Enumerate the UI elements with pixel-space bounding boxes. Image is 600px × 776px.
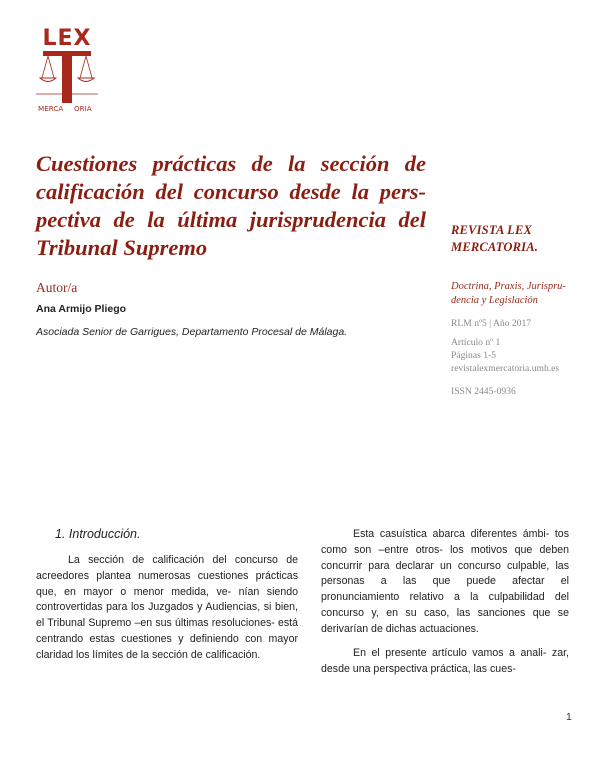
page-number: 1 — [566, 711, 572, 723]
page-range: Páginas 1-5 — [451, 350, 497, 361]
journal-issn: ISSN 2445-0936 — [451, 386, 516, 397]
lex-mercatoria-emblem — [34, 24, 100, 116]
logo-bottom-left: MERCA — [38, 104, 64, 113]
journal-name: REVISTA LEX MERCATORIA. — [451, 223, 539, 254]
body-paragraph-right-1: Esta casuística abarca diferentes ámbi- tos como son –entre otros- los motivos que deben concurrir para declarar un concurso culpable, las personas a las que puede afectar el pronunciamiento relativo a la culpabilidad del concurso y, en su caso, las sanciones que se derivarían de dichas actuaciones. — [321, 528, 569, 635]
journal-subtitle: Doctrina, Praxis, Jurispru- dencia y Legislación — [451, 281, 566, 306]
article-title: Cuestiones prácticas de la sección de calificación del concurso desde la pers- pectiva de la última jurisprudencia del Tribunal Supremo — [36, 151, 426, 260]
author-affiliation: Asociada Senior de Garrigues, Departamento Procesal de Málaga. — [36, 326, 348, 338]
logo-top-text: LEX — [42, 26, 92, 51]
body-paragraph-right-2: En el presente artículo vamos a anali- zar, desde una perspectiva práctica, las cues- — [321, 647, 569, 675]
journal-website: revistalexmercatoria.umh.es — [451, 363, 560, 374]
author-name: Ana Armijo Pliego — [36, 303, 127, 315]
journal-logo — [34, 24, 100, 116]
logo-bottom-right: ORIA — [74, 104, 92, 113]
section-heading: 1. Introducción. — [55, 527, 141, 541]
body-paragraph-left: La sección de calificación del concurso de acreedores plantea numerosas cuestiones prácticas que, en mayor o menor medida, ve- nían siendo controvertidas para los Juzgados y Audiencias, si bien, el Tribunal Supremo –en sus últimas resoluciones- está centrando estas cuestiones y definiendo con mayor claridad los límites de la sección de calificación. — [36, 554, 298, 661]
author-label: Autor/a — [36, 280, 78, 295]
article-number: Artículo nº 1 — [451, 337, 501, 348]
journal-issue: RLM nº5 | Año 2017 — [451, 318, 532, 329]
